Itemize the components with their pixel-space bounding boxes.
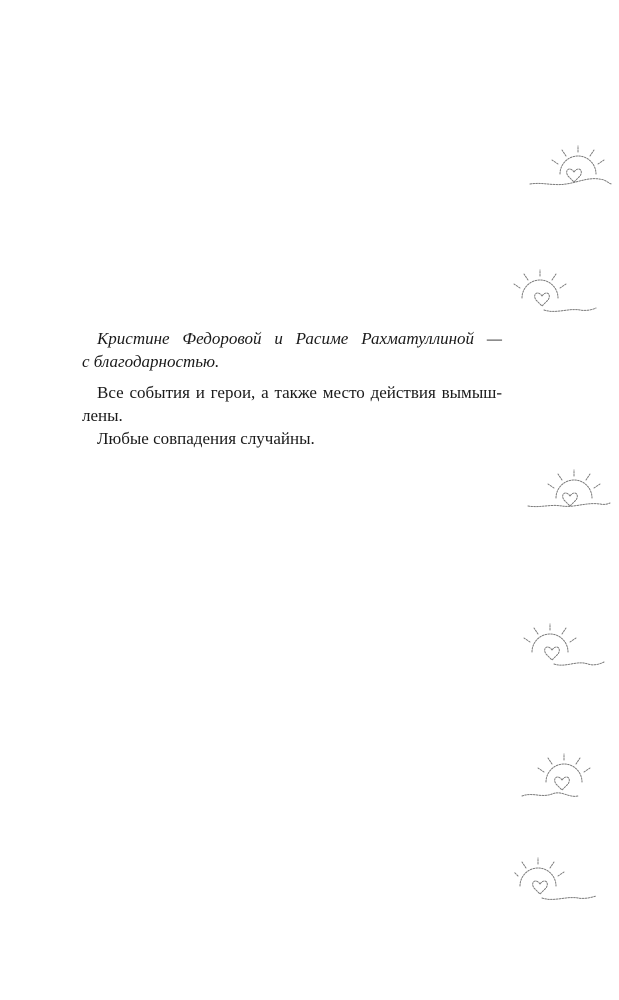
disclaimer-paragraph-1-line-2: лены.	[82, 406, 123, 425]
dedication	[82, 327, 502, 373]
sun-heart-doodle-icon	[514, 854, 596, 910]
sun-heart-doodle-icon	[530, 146, 612, 202]
dedication-line-1: Кристине Федоровой и Расиме Рахматуллиной —	[97, 329, 502, 348]
sun-heart-doodle-icon	[522, 618, 604, 674]
sun-heart-doodle-icon	[528, 468, 610, 524]
disclaimer-paragraph-2: Любые совпадения случайны.	[97, 429, 315, 448]
disclaimer-paragraph-1-line-1: Все события и герои, а также место действия вымыш-	[97, 383, 502, 402]
sun-heart-doodle-icon	[522, 752, 604, 808]
dedication-line-2: с благодарностью.	[82, 352, 220, 371]
disclaimer	[82, 381, 502, 450]
sun-heart-doodle-icon	[514, 264, 596, 320]
